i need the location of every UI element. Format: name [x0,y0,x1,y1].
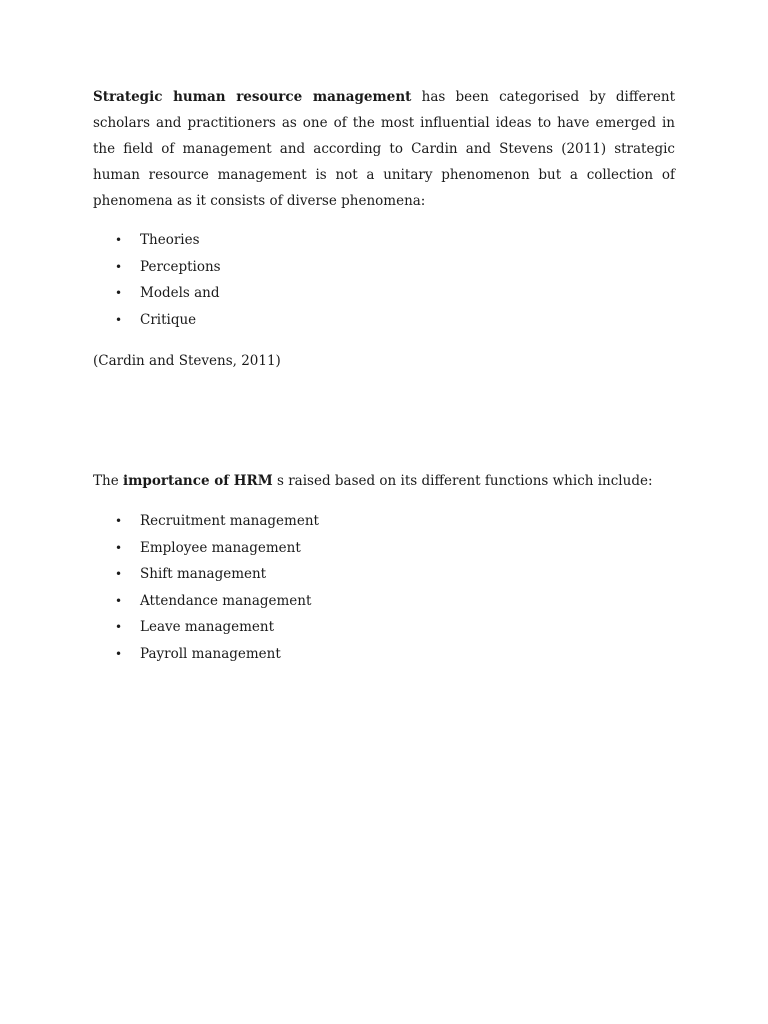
bullet-icon: • [115,312,123,327]
list-item-label: Attendance management [140,592,312,609]
list-item [93,588,319,615]
intro-bold-lead: Strategic human resource management [93,89,412,105]
functions-intro-bold: importance of HRM [122,473,273,489]
bullet-icon: • [115,233,123,247]
list-item [93,641,319,668]
bullet-icon: • [115,514,123,528]
list-item-label: Shift management [140,566,267,582]
list-item [93,227,221,254]
list-item-label: Theories [140,232,200,248]
bullet-icon: • [115,646,123,661]
phenomena-list [93,227,221,333]
list-item [93,508,319,535]
functions-list [93,508,319,667]
bullet-icon: • [115,540,123,555]
list-item [93,307,221,334]
intro-paragraph [93,84,675,214]
bullet-icon: • [115,620,123,634]
list-item [93,561,319,588]
bullet-icon: • [115,593,123,608]
citation: (Cardin and Stevens, 2011) [93,353,281,369]
functions-intro [93,468,653,494]
bullet-icon: • [115,259,123,274]
list-item-label: Payroll management [140,645,281,662]
list-item-label: Leave management [140,619,275,635]
functions-intro-prefix: The [93,473,123,489]
intro-body-text: has been categorised by different scholars and practitioners as one of the most influential ideas to have emerged in the field of management and according to Cardin and Stevens (2011) strategic human resource management is not a unitary phenomenon but a collection of phenomena as it consists of diverse phenomena: [93,89,675,209]
bullet-icon: • [115,567,123,581]
list-item [93,614,319,641]
list-item-label: Perceptions [140,258,221,275]
list-item [93,280,221,307]
list-item [93,535,319,562]
list-item-label: Critique [140,311,197,328]
list-item-label: Models and [140,285,220,301]
list-item [93,254,221,281]
list-item-label: Employee management [140,539,301,556]
list-item-label: Recruitment management [140,513,319,529]
functions-intro-suffix: s raised based on its different functions which include: [272,473,653,489]
bullet-icon: • [115,286,123,300]
